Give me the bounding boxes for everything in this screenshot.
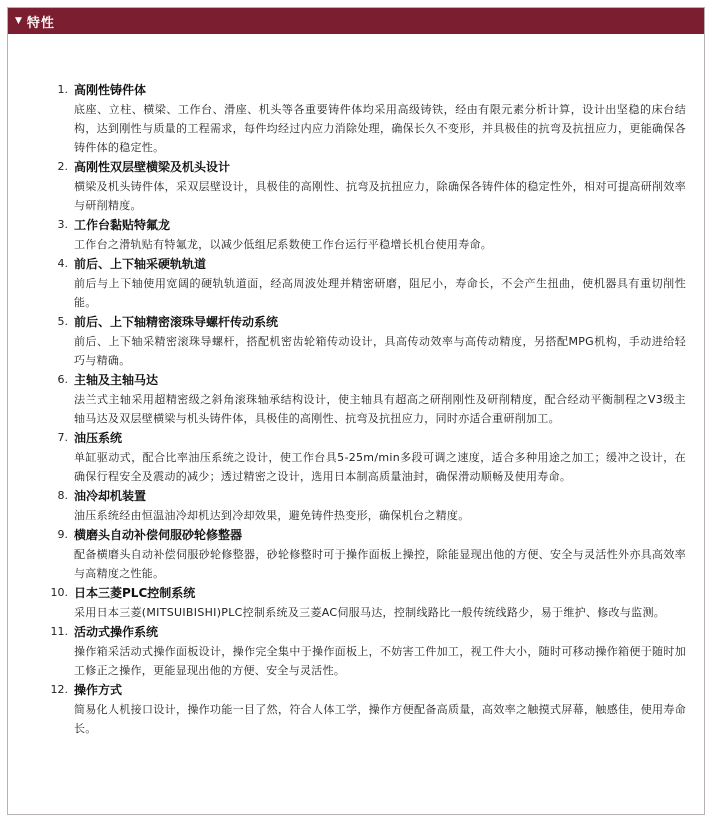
list-item (8, 525, 704, 583)
item-number: 12. (50, 683, 68, 696)
item-text: 法兰式主轴采用超精密级之斜角滚珠轴承结构设计，使主轴具有超高之研削刚性及研削精度，配合经动平衡制程之V3级主轴马达及双层壁横梁与机头铸件体，具极佳的高刚性、抗弯及抗扭应力，同时亦适合重研削加工。 (74, 393, 686, 425)
item-number: 11. (50, 625, 68, 638)
item-number: 2. (57, 160, 68, 173)
item-text: 横梁及机头铸件体，采双层壁设计，具极佳的高刚性、抗弯及抗扭应力，除确保各铸件体的稳定性外，相对可提高研削效率与研削精度。 (74, 180, 686, 212)
item-text: 单缸驱动式，配合比率油压系统之设计，使工作台具5-25m/min多段可调之速度，适合多种用途之加工；缓冲之设计，在确保行程安全及震动的减少；透过精密之设计，选用日本制高质量油封，确保滑动顺畅及使用寿命。 (74, 451, 686, 483)
item-number: 10. (50, 586, 68, 599)
list-item (8, 157, 704, 215)
item-title: 日本三菱PLC控制系统 (74, 586, 196, 600)
list-item (8, 215, 704, 254)
item-body (74, 312, 686, 370)
item-body (74, 622, 686, 680)
item-text: 简易化人机接口设计，操作功能一目了然，符合人体工学，操作方便配备高质量，高效率之触摸式屏幕，触感佳，使用寿命长。 (74, 703, 686, 735)
item-title: 前后、上下轴精密滚珠导螺杆传动系统 (74, 315, 279, 329)
item-title: 工作台黏贴特氟龙 (74, 218, 171, 232)
item-title: 活动式操作系统 (74, 625, 159, 639)
list-item (8, 254, 704, 312)
item-number: 9. (57, 528, 68, 541)
item-body (74, 486, 686, 525)
features-list (8, 80, 704, 738)
list-item (8, 486, 704, 525)
list-item (8, 428, 704, 486)
item-body (74, 370, 686, 428)
item-title: 油压系统 (74, 431, 123, 445)
item-title: 油冷却机装置 (74, 489, 147, 503)
item-body (74, 215, 686, 254)
item-body (74, 583, 686, 622)
list-item (8, 680, 704, 738)
item-body (74, 680, 686, 738)
item-title: 高刚性铸件体 (74, 83, 147, 97)
list-item (8, 370, 704, 428)
item-text: 工作台之滑轨贴有特氟龙，以减少低组尼系数使工作台运行平稳增长机台使用寿命。 (74, 238, 493, 251)
item-number: 1. (57, 83, 68, 96)
item-title: 主轴及主轴马达 (74, 373, 159, 387)
features-panel (7, 7, 705, 815)
item-text: 前后、上下轴采精密滚珠导螺杆，搭配机密齿轮箱传动设计，具高传动效率与高传动精度，另搭配MPG机构，手动进给轻巧与精确。 (74, 335, 686, 367)
list-item (8, 583, 704, 622)
item-text: 底座、立柱、横梁、工作台、滑座、机头等各重要铸件体均采用高级铸铁，经由有限元素分析计算，设计出坚稳的床台结构，达到刚性与质量的工程需求，每件均经过内应力消除处理，确保长久不变形，并具极佳的抗弯及抗扭应力，更能确保各铸件体的稳定性。 (74, 103, 686, 154)
item-body (74, 80, 686, 157)
features-header[interactable] (8, 8, 704, 34)
item-title: 高刚性双层壁横梁及机头设计 (74, 160, 231, 174)
item-text: 油压系统经由恒温油冷却机达到冷却效果，避免铸件热变形，确保机台之精度。 (74, 509, 470, 522)
item-number: 4. (57, 257, 68, 270)
item-text: 配备横磨头自动补偿伺服砂轮修整器，砂轮修整时可于操作面板上操控，除能显现出他的方便、安全与灵活性外亦具高效率与高精度之性能。 (74, 548, 686, 580)
item-text: 操作箱采活动式操作面板设计，操作完全集中于操作面板上，不妨害工件加工，视工件大小，随时可移动操作箱便于随时加工修正之操作，更能显现出他的方便、安全与灵活性。 (74, 645, 686, 677)
item-title: 操作方式 (74, 683, 123, 697)
item-text: 采用日本三菱(MITSUIBISHI)PLC控制系统及三菱AC伺服马达，控制线路比一般传统线路少，易于维护、修改与监测。 (74, 606, 666, 619)
list-item (8, 622, 704, 680)
item-number: 8. (57, 489, 68, 502)
item-body (74, 428, 686, 486)
item-body (74, 157, 686, 215)
triangle-down-icon[interactable]: ▼ (15, 16, 22, 26)
item-number: 6. (57, 373, 68, 386)
item-body (74, 254, 686, 312)
list-item (8, 312, 704, 370)
section-title: 特性 (26, 15, 55, 31)
item-body (74, 525, 686, 583)
list-item (8, 80, 704, 157)
item-text: 前后与上下轴使用宽阔的硬轨轨道面，经高周波处理并精密研磨，阻尼小，寿命长，不会产生扭曲，使机器具有重切削性能。 (74, 277, 686, 309)
item-number: 3. (57, 218, 68, 231)
item-number: 5. (57, 315, 68, 328)
item-title: 横磨头自动补偿伺服砂轮修整器 (74, 528, 243, 542)
item-number: 7. (57, 431, 68, 444)
item-title: 前后、上下轴采硬轨轨道 (74, 257, 207, 271)
